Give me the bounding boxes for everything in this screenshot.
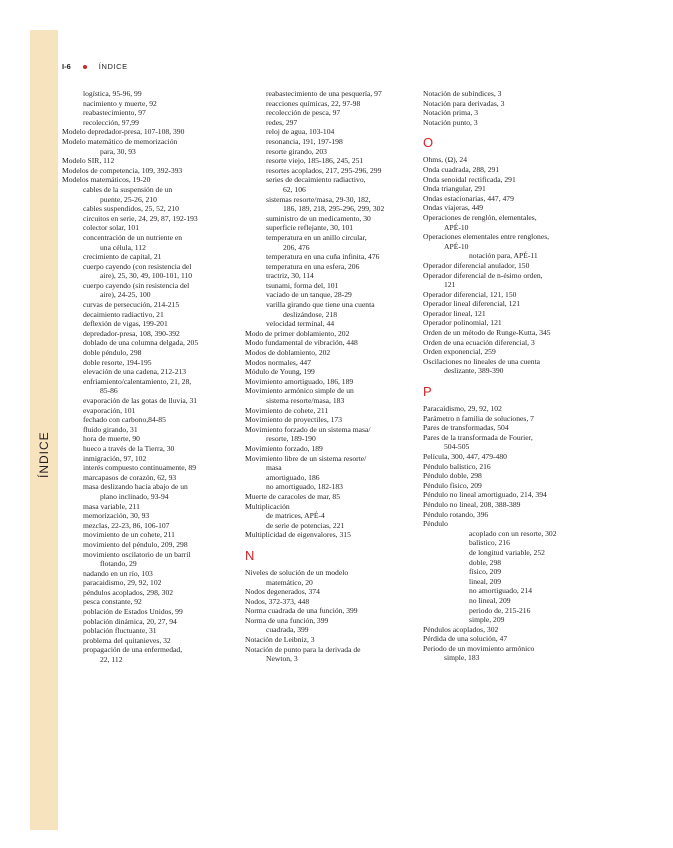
index-subentry: población de Estados Unidos, 99 — [83, 607, 183, 617]
index-entry: Operador diferencial anulador, 150 — [423, 260, 530, 270]
index-entry: Movimiento amortiguado, 186, 189 — [245, 376, 354, 386]
index-subentry: memorización, 30, 93 — [83, 511, 150, 521]
index-subentry: puente, 25-26, 210 — [100, 194, 157, 204]
index-entry: Péndulo no lineal, 208, 388-389 — [423, 499, 521, 509]
index-subentry: 186, 189, 218, 295-296, 299, 302 — [283, 204, 385, 214]
index-entry: Módulo de Young, 199 — [245, 367, 315, 377]
index-subentry: interés compuesto continuamente, 89 — [83, 463, 197, 473]
index-entry: Pares de la transformada de Fourier, — [423, 432, 533, 442]
index-subentry: varilla girando que tiene una cuenta — [266, 300, 375, 310]
index-entry: Onda senoidal rectificada, 291 — [423, 174, 516, 184]
index-subentry: concentración de un nutriente en — [83, 232, 183, 242]
index-subentry: físico, 209 — [469, 567, 502, 577]
index-subentry: movimiento de un cohete, 211 — [83, 530, 175, 540]
index-entry: Movimiento armónico simple de un — [245, 386, 354, 396]
bullet-icon — [83, 65, 87, 69]
index-subentry: flotando, 29 — [100, 559, 137, 569]
index-subentry: temperatura en una cuña infinita, 476 — [266, 252, 380, 262]
index-entry: Pares de transformadas, 504 — [423, 423, 509, 433]
index-subentry: 121 — [444, 280, 456, 290]
index-subentry: aire), 25, 30, 49, 100-101, 110 — [100, 271, 193, 281]
index-entry: Modelos matemáticos, 19-20 — [62, 175, 151, 185]
index-subentry: resorte, 189-190 — [266, 434, 316, 444]
index-subentry: para, 30, 93 — [100, 146, 136, 156]
index-entry: Ondas estacionarias, 447, 479 — [423, 193, 514, 203]
index-subentry: paracaidismo, 29, 92, 102 — [83, 578, 162, 588]
index-subentry: hueco a través de la Tierra, 30 — [83, 443, 175, 453]
index-entry: Nodos, 372-373, 448 — [245, 596, 310, 606]
index-entry: Péndulo rotando, 396 — [423, 509, 489, 519]
index-subentry: sistemas resorte/masa, 29-30, 182, — [266, 194, 371, 204]
index-entry: Operador diferencial de n-ésimo orden, — [423, 270, 543, 280]
index-entry: Modelo matemático de memorización — [62, 136, 178, 146]
index-subentry: 85-86 — [100, 386, 118, 396]
index-subentry: depredador-presa, 108, 390-392 — [83, 328, 180, 338]
index-entry: Movimiento forzado de un sistema masa/ — [245, 424, 371, 434]
index-entry: Movimiento de proyectiles, 173 — [245, 415, 343, 425]
index-entry: Péndulo no lineal amortiguado, 214, 394 — [423, 490, 547, 500]
index-entry: Onda triangular, 291 — [423, 184, 486, 194]
index-subentry: series de decaimiento radiactivo, — [266, 175, 366, 185]
index-entry: Película, 300, 447, 479-480 — [423, 452, 507, 461]
index-subentry: 504-505 — [444, 442, 470, 452]
index-entry: Orden exponencial, 259 — [423, 347, 496, 357]
index-subentry: colector solar, 101 — [83, 223, 139, 233]
index-subentry: de longitud variable, 252 — [469, 547, 545, 557]
index-subentry: tractriz, 30, 114 — [266, 271, 314, 281]
index-subentry: crecimiento de capital, 21 — [83, 252, 162, 262]
index-subentry: plano inclinado, 93-94 — [100, 491, 169, 501]
index-subentry: no amortiguado, 182-183 — [266, 482, 343, 492]
index-subentry: no amortiguado, 214 — [469, 586, 533, 596]
index-entry: Operaciones de renglón, elementales, — [423, 212, 537, 222]
index-subentry: resorte viejo, 185-186, 245, 251 — [266, 156, 364, 166]
index-entry: Oscilaciones no lineales de una cuenta — [423, 356, 541, 366]
index-subentry: velocidad terminal, 44 — [266, 319, 335, 329]
index-subentry: vaciado de un tanque, 28-29 — [266, 290, 352, 300]
index-subentry: doble resorte, 194-195 — [83, 357, 152, 367]
index-column-1 — [62, 89, 234, 665]
index-entry: Notación de punto para la derivada de — [245, 644, 361, 654]
index-entry: Notación prima, 3 — [423, 108, 479, 118]
index-subentry: APÉ-10 — [444, 241, 469, 251]
index-entry: Notación de Leibniz, 3 — [245, 635, 315, 645]
index-entry: Operador diferencial, 121, 150 — [423, 289, 517, 299]
index-entry: Notación para derivadas, 3 — [423, 98, 505, 108]
index-subentry: recolección, 97,99 — [83, 117, 139, 127]
index-subentry: cuerpo cayendo (sin resistencia del — [83, 280, 190, 290]
index-subentry: resonancia, 191, 197-198 — [266, 136, 343, 146]
index-entry: Modos normales, 447 — [245, 357, 312, 367]
index-entry: Operador lineal diferencial, 121 — [423, 299, 520, 309]
index-subentry: logística, 95-96, 99 — [83, 89, 142, 98]
index-entry: Péndulo — [423, 519, 448, 529]
index-subentry: aire), 24-25, 100 — [100, 290, 151, 300]
index-subentry: temperatura en una esfera, 206 — [266, 261, 360, 271]
index-entry: Operador polinomial, 121 — [423, 318, 502, 328]
running-header — [62, 62, 128, 71]
index-entry: Operaciones elementales entre renglones, — [423, 232, 550, 242]
side-tab-label: ÍNDICE — [37, 431, 51, 478]
index-entry: Orden de un método de Runge-Kutta, 345 — [423, 328, 551, 338]
index-subentry: propagación de una enfermedad, — [83, 645, 183, 655]
index-subentry: lineal, 209 — [469, 576, 502, 586]
index-entry: Péndulos acoplados, 302 — [423, 624, 499, 634]
index-entry: Orden de una ecuación diferencial, 3 — [423, 337, 535, 347]
index-subentry: tsunami, forma del, 101 — [266, 280, 339, 290]
index-subentry: población fluctuante, 31 — [83, 626, 157, 636]
index-subentry: reloj de agua, 103-104 — [266, 127, 335, 137]
index-column-3 — [423, 89, 593, 663]
section-letter: O — [423, 135, 434, 151]
index-subentry: amortiguado, 186 — [266, 472, 320, 482]
index-entry: Multiplicación — [245, 501, 290, 511]
index-subentry: fluido girando, 31 — [83, 424, 138, 434]
index-subentry: deflexión de vigas, 199-201 — [83, 319, 168, 329]
index-entry: Modos de doblamiento, 202 — [245, 348, 331, 358]
index-subentry: cables de la suspensión de un — [83, 184, 173, 194]
index-subentry: masa deslizando hacia abajo de un — [83, 482, 188, 492]
index-subentry: marcapasos de corazón, 62, 93 — [83, 472, 177, 482]
index-subentry: masa — [266, 463, 282, 473]
index-subentry: elevación de una cadena, 212-213 — [83, 367, 187, 377]
index-subentry: acoplado con un resorte, 302 — [469, 528, 557, 538]
index-entry: Movimiento de cohete, 211 — [245, 405, 329, 415]
index-subentry: cuadrada, 399 — [266, 625, 309, 635]
section-letter: P — [423, 384, 432, 400]
index-subentry: periodo de, 215-216 — [469, 605, 531, 615]
index-subentry: curvas de persecución, 214-215 — [83, 300, 180, 310]
index-entry: Paracaidismo, 29, 92, 102 — [423, 404, 502, 414]
index-subentry: nacimiento y muerte, 92 — [83, 98, 157, 108]
index-subentry: resortes acoplados, 217, 295-296, 299 — [266, 165, 382, 175]
index-subentry: movimiento del péndulo, 209, 298 — [83, 539, 188, 549]
index-subentry: simple, 183 — [444, 653, 480, 663]
index-entry: Notación punto, 3 — [423, 117, 478, 127]
index-subentry: reabastecimiento, 97 — [83, 108, 146, 118]
page-number: I-6 — [62, 62, 71, 71]
index-entry: Modelos de competencia, 109, 392-393 — [62, 165, 183, 175]
index-subentry: notación para, APÉ-11 — [469, 251, 538, 261]
index-subentry: hora de muerte, 90 — [83, 434, 140, 444]
index-entry: Movimiento libre de un sistema resorte/ — [245, 453, 367, 463]
index-subentry: 206, 476 — [283, 242, 310, 252]
index-entry: Péndulo doble, 298 — [423, 471, 482, 481]
index-subentry: de matrices, APÉ-4 — [266, 511, 325, 521]
index-subentry: 62, 106 — [283, 184, 306, 194]
index-subentry: temperatura en un anillo circular, — [266, 232, 367, 242]
index-subentry: masa variable, 211 — [83, 501, 140, 511]
index-subentry: fechado con carbono,84-85 — [83, 415, 166, 425]
index-subentry: evaporación de las gotas de lluvia, 31 — [83, 396, 198, 405]
index-entry: Péndulo balístico, 216 — [423, 461, 491, 471]
index-entry: Parámetro n familia de soluciones, 7 — [423, 413, 534, 423]
index-subentry: cuerpo cayendo (con resistencia del — [83, 261, 192, 271]
index-subentry: mezclas, 22-23, 86, 106-107 — [83, 520, 170, 530]
index-subentry: población dinámica, 20, 27, 94 — [83, 616, 177, 626]
index-subentry: movimiento oscilatorio de un barril — [83, 549, 191, 559]
index-subentry: Newton, 3 — [266, 654, 298, 664]
section-letter: N — [245, 547, 255, 563]
index-subentry: simple, 209 — [469, 615, 505, 625]
side-tab — [30, 30, 58, 830]
index-subentry: doblado de una columna delgada, 205 — [83, 338, 199, 348]
index-subentry: recolección de pesca, 97 — [266, 108, 341, 118]
index-subentry: nadando en un río, 103 — [83, 568, 153, 578]
index-subentry: circuitos en serie, 24, 29, 87, 192-193 — [83, 213, 198, 223]
index-subentry: sistema resorte/masa, 183 — [266, 396, 345, 405]
index-entry: Multiplicidad de eigenvalores, 315 — [245, 530, 351, 540]
index-entry: Norma cuadrada de una función, 399 — [245, 606, 358, 616]
index-subentry: balístico, 216 — [469, 538, 510, 548]
index-subentry: APÉ-10 — [444, 222, 469, 232]
index-subentry: decaimiento radiactivo, 21 — [83, 309, 164, 319]
index-entry: Modo fundamental de vibración, 448 — [245, 338, 358, 348]
index-subentry: inmigración, 97, 102 — [83, 453, 147, 463]
index-subentry: péndulos acoplados, 298, 302 — [83, 587, 174, 597]
index-entry: Modo de primer doblamiento, 202 — [245, 328, 350, 338]
index-entry: Onda cuadrada, 288, 291 — [423, 164, 500, 174]
index-subentry: reabastecimiento de una pesquería, 97 — [266, 89, 382, 98]
index-subentry: deslizante, 389-390 — [444, 366, 504, 376]
index-entry: Modelo SIR, 112 — [62, 156, 115, 166]
index-entry: Notación de subíndices, 3 — [423, 89, 502, 98]
header-title: ÍNDICE — [98, 62, 128, 71]
index-entry: Operador lineal, 121 — [423, 308, 486, 318]
index-subentry: doble, 298 — [469, 557, 502, 567]
index-subentry: una célula, 112 — [100, 242, 146, 252]
index-entry: Ohms, (Ω), 24 — [423, 155, 468, 165]
index-entry: Péndulo físico, 209 — [423, 480, 482, 490]
index-column-2 — [245, 89, 415, 664]
index-subentry: matemático, 20 — [266, 577, 313, 587]
index-subentry: no lineal, 209 — [469, 595, 511, 605]
index-subentry: deslizándose, 218 — [283, 309, 337, 319]
index-subentry: resorte girando, 203 — [266, 146, 327, 156]
index-entry: Pérdida de una solución, 47 — [423, 634, 508, 644]
index-subentry: cables suspendidos, 25, 52, 210 — [83, 204, 179, 214]
index-subentry: de serie de potencias, 221 — [266, 520, 345, 530]
index-subentry: reacciones químicas, 22, 97-98 — [266, 98, 361, 108]
index-subentry: doble péndulo, 298 — [83, 348, 142, 358]
index-subentry: evaporación, 101 — [83, 405, 136, 415]
index-entry: Ondas viajeras, 449 — [423, 203, 484, 213]
index-subentry: problema del quitanieves, 32 — [83, 635, 171, 645]
index-entry: Nodos degenerados, 374 — [245, 587, 320, 597]
index-entry: Norma de una función, 399 — [245, 615, 329, 625]
index-entry: Niveles de solución de un modelo — [245, 567, 349, 577]
index-subentry: pesca constante, 92 — [83, 597, 142, 607]
index-entry: Muerte de caracoles de mar, 85 — [245, 491, 340, 501]
index-subentry: suministro de un medicamento, 30 — [266, 213, 371, 223]
index-entry: Modelo depredador-presa, 107-108, 390 — [62, 127, 185, 137]
index-subentry: superficie reflejante, 30, 101 — [266, 223, 354, 233]
index-entry: Periodo de un movimiento armónico — [423, 643, 535, 653]
index-subentry: 22, 112 — [100, 655, 123, 665]
index-subentry: redes, 297 — [266, 117, 298, 127]
index-subentry: enfriamiento/calentamiento, 21, 28, — [83, 376, 192, 386]
index-entry: Movimiento forzado, 189 — [245, 443, 323, 453]
